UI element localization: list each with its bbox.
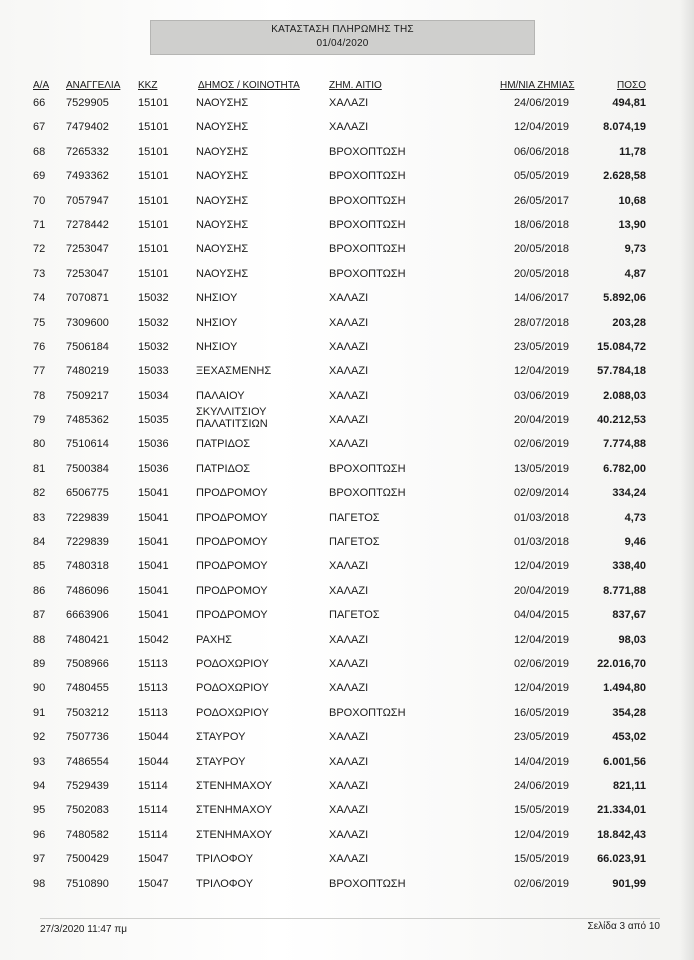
cell-municipality: ΣΤΑΥΡΟΥ: [196, 731, 246, 744]
report-title: ΚΑΤΑΣΤΑΣΗ ΠΛΗΡΩΜΗΣ ΤΗΣ: [271, 24, 414, 35]
cell-amount: 821,11: [612, 779, 646, 792]
cell-amount: 338,40: [612, 560, 646, 573]
cell-damage-date: 02/06/2019: [513, 438, 569, 451]
cell-amount: 21.334,01: [597, 804, 646, 817]
cell-kkz: 15041: [138, 511, 169, 524]
cell-cause: ΧΑΛΑΖΙ: [329, 340, 369, 353]
cell-amount: 354,28: [612, 706, 646, 719]
cell-announcement: 7529905: [66, 97, 109, 109]
report-date: 01/04/2020: [316, 38, 369, 49]
cell-municipality: ΤΡΙΛΟΦΟΥ: [196, 877, 254, 890]
cell-damage-date: 12/04/2019: [513, 365, 569, 378]
table-row: [0, 116, 694, 140]
cell-cause: ΧΑΛΑΖΙ: [329, 731, 369, 744]
cell-aa: 67: [33, 121, 46, 134]
cell-amount: 1.494,80: [603, 682, 646, 695]
cell-aa: 86: [33, 584, 46, 597]
cell-cause: ΧΑΛΑΖΙ: [329, 389, 369, 402]
cell-damage-date: 14/06/2017: [513, 292, 569, 305]
cell-amount: 11,78: [619, 145, 646, 158]
table-body: [0, 92, 694, 897]
cell-announcement: 7253047: [66, 267, 109, 280]
cell-damage-date: 01/03/2018: [513, 511, 569, 524]
cell-amount: 2.088,03: [603, 389, 646, 402]
cell-damage-date: 12/04/2019: [513, 828, 569, 841]
cell-cause: ΒΡΟΧΟΠΤΩΣΗ: [329, 706, 406, 719]
cell-announcement: 6506775: [66, 487, 109, 500]
cell-amount: 9,46: [624, 536, 646, 549]
cell-aa: 98: [33, 877, 46, 890]
cell-aa: 68: [33, 145, 46, 158]
cell-kkz: 15101: [138, 170, 169, 183]
cell-amount: 203,28: [612, 316, 646, 329]
cell-kkz: 15101: [138, 97, 169, 109]
col-amount: ΠΟΣΟ: [617, 80, 646, 91]
cell-announcement: 7506184: [66, 340, 109, 353]
cell-municipality: ΠΡΟΔΡΟΜΟΥ: [196, 560, 268, 573]
cell-cause: ΧΑΛΑΖΙ: [329, 657, 369, 670]
cell-municipality: ΡΑΧΗΣ: [196, 633, 232, 646]
print-timestamp: 27/3/2020 11:47 πμ: [40, 924, 127, 935]
table-row: [0, 873, 694, 897]
cell-aa: 95: [33, 804, 46, 817]
col-announcement: ΑΝΑΓΓΕΛΙΑ: [66, 80, 121, 91]
cell-kkz: 15032: [138, 292, 169, 305]
table-row: [0, 385, 694, 409]
cell-aa: 97: [33, 853, 46, 866]
cell-aa: 66: [33, 97, 46, 109]
cell-amount: 18.842,43: [597, 828, 646, 841]
cell-announcement: 7507736: [66, 731, 109, 744]
cell-amount: 13,90: [618, 218, 646, 231]
cell-cause: ΒΡΟΧΟΠΤΩΣΗ: [329, 462, 406, 475]
cell-announcement: 7253047: [66, 243, 109, 256]
cell-cause: ΒΡΟΧΟΠΤΩΣΗ: [329, 267, 406, 280]
cell-kkz: 15101: [138, 121, 169, 134]
cell-damage-date: 04/04/2015: [513, 609, 569, 622]
cell-aa: 94: [33, 779, 46, 792]
table-row: [0, 312, 694, 336]
cell-kkz: 15044: [138, 731, 169, 744]
cell-municipality: ΝΗΣΙΟΥ: [196, 340, 238, 353]
cell-damage-date: 02/06/2019: [513, 657, 569, 670]
cell-municipality: ΝΑΟΥΣΗΣ: [196, 194, 249, 207]
cell-amount: 8.771,88: [603, 584, 646, 597]
cell-municipality: ΣΚΥΛΛΙΤΣΙΟΥ ΠΑΛΑΤΙΤΣΙΩΝ: [196, 406, 268, 431]
cell-cause: ΧΑΛΑΖΙ: [329, 584, 369, 597]
cell-municipality: ΣΤΕΝΗΜΑΧΟΥ: [196, 779, 273, 792]
table-row: [0, 799, 694, 823]
cell-municipality: ΠΡΟΔΡΟΜΟΥ: [196, 511, 268, 524]
cell-aa: 74: [33, 292, 46, 305]
col-municipality: ΔΗΜΟΣ / ΚΟΙΝΟΤΗΤΑ: [198, 80, 300, 91]
cell-amount: 494,81: [612, 97, 646, 109]
cell-announcement: 7479402: [66, 121, 109, 134]
cell-damage-date: 14/04/2019: [513, 755, 569, 768]
table-row: [0, 848, 694, 872]
cell-announcement: 7510614: [66, 438, 109, 451]
table-row: [0, 165, 694, 189]
cell-kkz: 15044: [138, 755, 169, 768]
cell-damage-date: 20/04/2019: [513, 584, 569, 597]
cell-municipality: ΝΗΣΙΟΥ: [196, 316, 238, 329]
cell-amount: 66.023,91: [597, 853, 646, 866]
cell-municipality: ΡΟΔΟΧΩΡΙΟΥ: [196, 706, 269, 719]
cell-aa: 96: [33, 828, 46, 841]
cell-kkz: 15036: [138, 462, 169, 475]
cell-aa: 82: [33, 487, 46, 500]
cell-announcement: 7500429: [66, 853, 109, 866]
cell-aa: 77: [33, 365, 46, 378]
cell-municipality: ΠΑΤΡΙΔΟΣ: [196, 462, 251, 475]
cell-announcement: 7502083: [66, 804, 109, 817]
cell-amount: 6.001,56: [603, 755, 646, 768]
cell-damage-date: 12/04/2019: [513, 682, 569, 695]
cell-cause: ΧΑΛΑΖΙ: [329, 682, 369, 695]
cell-kkz: 15035: [138, 414, 169, 427]
cell-aa: 91: [33, 706, 46, 719]
col-damage-date: ΗΜ/ΝΙΑ ΖΗΜΙΑΣ: [500, 80, 575, 91]
cell-announcement: 7493362: [66, 170, 109, 183]
cell-damage-date: 23/05/2019: [513, 731, 569, 744]
cell-damage-date: 20/05/2018: [513, 243, 569, 256]
cell-cause: ΒΡΟΧΟΠΤΩΣΗ: [329, 145, 406, 158]
cell-cause: ΒΡΟΧΟΠΤΩΣΗ: [329, 218, 406, 231]
table-row: [0, 677, 694, 701]
cell-damage-date: 02/06/2019: [513, 877, 569, 890]
table-row: [0, 531, 694, 555]
cell-municipality: ΝΑΟΥΣΗΣ: [196, 267, 249, 280]
cell-damage-date: 24/06/2019: [513, 779, 569, 792]
cell-aa: 90: [33, 682, 46, 695]
table-row: [0, 629, 694, 653]
cell-aa: 81: [33, 462, 46, 475]
cell-announcement: 7278442: [66, 218, 109, 231]
cell-aa: 83: [33, 511, 46, 524]
page-number: Σελίδα 3 από 10: [587, 921, 660, 932]
cell-municipality: ΣΤΕΝΗΜΑΧΟΥ: [196, 828, 273, 841]
cell-municipality: ΣΤΕΝΗΜΑΧΟΥ: [196, 804, 273, 817]
cell-kkz: 15114: [138, 828, 168, 841]
cell-amount: 2.628,58: [603, 170, 646, 183]
cell-amount: 6.782,00: [603, 462, 646, 475]
cell-damage-date: 06/06/2018: [513, 145, 569, 158]
cell-amount: 40.212,53: [597, 414, 646, 427]
cell-announcement: 7265332: [66, 145, 109, 158]
cell-announcement: 7509217: [66, 389, 109, 402]
cell-kkz: 15042: [138, 633, 169, 646]
page-edge-shadow: [680, 0, 694, 960]
cell-aa: 93: [33, 755, 46, 768]
cell-cause: ΧΑΛΑΖΙ: [329, 316, 369, 329]
cell-municipality: ΣΤΑΥΡΟΥ: [196, 755, 246, 768]
cell-amount: 15.084,72: [597, 340, 646, 353]
cell-kkz: 15101: [138, 218, 169, 231]
cell-announcement: 7486554: [66, 755, 109, 768]
cell-damage-date: 23/05/2019: [513, 340, 569, 353]
cell-kkz: 15032: [138, 340, 169, 353]
cell-municipality: ΝΗΣΙΟΥ: [196, 292, 238, 305]
cell-damage-date: 24/06/2019: [513, 97, 569, 109]
cell-amount: 10,68: [618, 194, 646, 207]
cell-kkz: 15047: [138, 877, 169, 890]
cell-amount: 22.016,70: [597, 657, 646, 670]
cell-kkz: 15041: [138, 584, 169, 597]
cell-kkz: 15101: [138, 243, 169, 256]
table-row: [0, 653, 694, 677]
table-row: [0, 92, 694, 116]
cell-municipality: ΠΡΟΔΡΟΜΟΥ: [196, 609, 268, 622]
cell-cause: ΠΑΓΕΤΟΣ: [329, 609, 380, 622]
cell-kkz: 15113: [138, 706, 168, 719]
cell-kkz: 15034: [138, 389, 169, 402]
cell-cause: ΠΑΓΕΤΟΣ: [329, 511, 380, 524]
cell-announcement: 7480318: [66, 560, 109, 573]
cell-municipality: ΝΑΟΥΣΗΣ: [196, 243, 249, 256]
cell-aa: 69: [33, 170, 46, 183]
cell-aa: 87: [33, 609, 46, 622]
table-row: [0, 482, 694, 506]
cell-kkz: 15036: [138, 438, 169, 451]
cell-aa: 89: [33, 657, 46, 670]
cell-kkz: 15041: [138, 487, 169, 500]
cell-amount: 98,03: [618, 633, 646, 646]
cell-damage-date: 28/07/2018: [513, 316, 569, 329]
cell-kkz: 15101: [138, 194, 169, 207]
cell-kkz: 15041: [138, 609, 169, 622]
cell-aa: 70: [33, 194, 46, 207]
cell-municipality: ΠΡΟΔΡΟΜΟΥ: [196, 487, 268, 500]
cell-damage-date: 18/06/2018: [513, 218, 569, 231]
cell-damage-date: 26/05/2017: [513, 194, 569, 207]
table-row: [0, 507, 694, 531]
cell-announcement: 7503212: [66, 706, 109, 719]
cell-announcement: 7480219: [66, 365, 109, 378]
cell-cause: ΒΡΟΧΟΠΤΩΣΗ: [329, 243, 406, 256]
cell-municipality: ΡΟΔΟΧΩΡΙΟΥ: [196, 682, 269, 695]
cell-aa: 71: [33, 218, 46, 231]
cell-aa: 85: [33, 560, 46, 573]
cell-announcement: 7309600: [66, 316, 109, 329]
cell-cause: ΧΑΛΑΖΙ: [329, 853, 369, 866]
cell-amount: 4,73: [624, 511, 646, 524]
cell-announcement: 7500384: [66, 462, 109, 475]
table-row: [0, 214, 694, 238]
cell-amount: 8.074,19: [603, 121, 646, 134]
table-row: [0, 433, 694, 457]
cell-kkz: 15033: [138, 365, 169, 378]
cell-cause: ΧΑΛΑΖΙ: [329, 633, 369, 646]
table-row: [0, 287, 694, 311]
cell-amount: 57.784,18: [597, 365, 646, 378]
cell-amount: 901,99: [612, 877, 646, 890]
cell-aa: 79: [33, 414, 46, 427]
cell-cause: ΧΑΛΑΖΙ: [329, 365, 369, 378]
col-cause: ΖΗΜ. ΑΙΤΙΟ: [329, 80, 382, 91]
cell-amount: 334,24: [612, 487, 646, 500]
cell-cause: ΒΡΟΧΟΠΤΩΣΗ: [329, 194, 406, 207]
cell-aa: 84: [33, 536, 46, 549]
cell-municipality: ΤΡΙΛΟΦΟΥ: [196, 853, 254, 866]
cell-aa: 88: [33, 633, 46, 646]
table-row: [0, 580, 694, 604]
cell-damage-date: 12/04/2019: [513, 560, 569, 573]
cell-damage-date: 15/05/2019: [513, 804, 569, 817]
cell-aa: 73: [33, 267, 46, 280]
cell-damage-date: 20/05/2018: [513, 267, 569, 280]
cell-damage-date: 16/05/2019: [513, 706, 569, 719]
cell-aa: 75: [33, 316, 46, 329]
cell-announcement: 7229839: [66, 536, 109, 549]
cell-municipality: ΠΡΟΔΡΟΜΟΥ: [196, 536, 268, 549]
cell-amount: 5.892,06: [603, 292, 646, 305]
cell-municipality: ΡΟΔΟΧΩΡΙΟΥ: [196, 657, 269, 670]
cell-municipality: ΝΑΟΥΣΗΣ: [196, 218, 249, 231]
cell-cause: ΧΑΛΑΖΙ: [329, 292, 369, 305]
cell-municipality: ΝΑΟΥΣΗΣ: [196, 145, 249, 158]
table-row: [0, 406, 694, 433]
table-row: [0, 702, 694, 726]
col-kkz: ΚΚΖ: [138, 80, 158, 91]
cell-aa: 72: [33, 243, 46, 256]
cell-amount: 7.774,88: [603, 438, 646, 451]
cell-damage-date: 13/05/2019: [513, 462, 569, 475]
cell-damage-date: 01/03/2018: [513, 536, 569, 549]
cell-municipality: ΠΡΟΔΡΟΜΟΥ: [196, 584, 268, 597]
cell-damage-date: 12/04/2019: [513, 121, 569, 134]
cell-announcement: 7486096: [66, 584, 109, 597]
cell-amount: 837,67: [612, 609, 646, 622]
cell-announcement: 7485362: [66, 414, 109, 427]
cell-kkz: 15101: [138, 267, 169, 280]
table-row: [0, 726, 694, 750]
cell-kkz: 15047: [138, 853, 169, 866]
table-row: [0, 555, 694, 579]
cell-damage-date: 03/06/2019: [513, 389, 569, 402]
cell-announcement: 7070871: [66, 292, 109, 305]
table-row: [0, 604, 694, 628]
cell-announcement: 6663906: [66, 609, 109, 622]
table-row: [0, 751, 694, 775]
cell-kkz: 15041: [138, 560, 169, 573]
cell-cause: ΒΡΟΧΟΠΤΩΣΗ: [329, 877, 406, 890]
col-aa: Α/Α: [33, 80, 50, 91]
cell-cause: ΧΑΛΑΖΙ: [329, 779, 369, 792]
cell-aa: 76: [33, 340, 46, 353]
cell-kkz: 15113: [138, 657, 168, 670]
table-row: [0, 336, 694, 360]
cell-cause: ΧΑΛΑΖΙ: [329, 414, 369, 427]
table-row: [0, 775, 694, 799]
cell-announcement: 7508966: [66, 657, 109, 670]
table-row: [0, 238, 694, 262]
cell-cause: ΧΑΛΑΖΙ: [329, 97, 369, 109]
table-row: [0, 360, 694, 384]
cell-cause: ΧΑΛΑΖΙ: [329, 755, 369, 768]
cell-announcement: 7480421: [66, 633, 109, 646]
cell-kkz: 15032: [138, 316, 169, 329]
cell-cause: ΧΑΛΑΖΙ: [329, 828, 369, 841]
cell-municipality: ΠΑΤΡΙΔΟΣ: [196, 438, 251, 451]
page-footer: [40, 918, 660, 935]
cell-announcement: 7229839: [66, 511, 109, 524]
cell-municipality: ΝΑΟΥΣΗΣ: [196, 97, 249, 109]
cell-cause: ΒΡΟΧΟΠΤΩΣΗ: [329, 170, 406, 183]
cell-announcement: 7529439: [66, 779, 109, 792]
cell-kkz: 15041: [138, 536, 169, 549]
cell-damage-date: 02/09/2014: [513, 487, 569, 500]
cell-damage-date: 05/05/2019: [513, 170, 569, 183]
table-row: [0, 190, 694, 214]
report-header: [150, 20, 535, 55]
cell-municipality: ΞΕΧΑΣΜΕΝΗΣ: [196, 365, 272, 378]
cell-announcement: 7480582: [66, 828, 109, 841]
cell-amount: 453,02: [612, 731, 646, 744]
cell-damage-date: 15/05/2019: [513, 853, 569, 866]
cell-kkz: 15114: [138, 779, 168, 792]
cell-damage-date: 12/04/2019: [513, 633, 569, 646]
cell-announcement: 7510890: [66, 877, 109, 890]
cell-cause: ΧΑΛΑΖΙ: [329, 438, 369, 451]
cell-aa: 80: [33, 438, 46, 451]
cell-kkz: 15113: [138, 682, 168, 695]
cell-announcement: 7057947: [66, 194, 109, 207]
cell-municipality: ΝΑΟΥΣΗΣ: [196, 170, 249, 183]
cell-announcement: 7480455: [66, 682, 109, 695]
cell-aa: 92: [33, 731, 46, 744]
table-row: [0, 141, 694, 165]
table-row: [0, 263, 694, 287]
cell-amount: 4,87: [624, 267, 646, 280]
cell-municipality: ΠΑΛΑΙΟΥ: [196, 389, 245, 402]
cell-amount: 9,73: [624, 243, 646, 256]
table-row: [0, 458, 694, 482]
cell-damage-date: 20/04/2019: [513, 414, 569, 427]
table-row: [0, 824, 694, 848]
cell-kkz: 15101: [138, 145, 169, 158]
cell-cause: ΧΑΛΑΖΙ: [329, 121, 369, 134]
cell-cause: ΧΑΛΑΖΙ: [329, 804, 369, 817]
cell-cause: ΒΡΟΧΟΠΤΩΣΗ: [329, 487, 406, 500]
cell-municipality: ΝΑΟΥΣΗΣ: [196, 121, 249, 134]
cell-cause: ΠΑΓΕΤΟΣ: [329, 536, 380, 549]
cell-aa: 78: [33, 389, 46, 402]
cell-kkz: 15114: [138, 804, 168, 817]
cell-cause: ΧΑΛΑΖΙ: [329, 560, 369, 573]
